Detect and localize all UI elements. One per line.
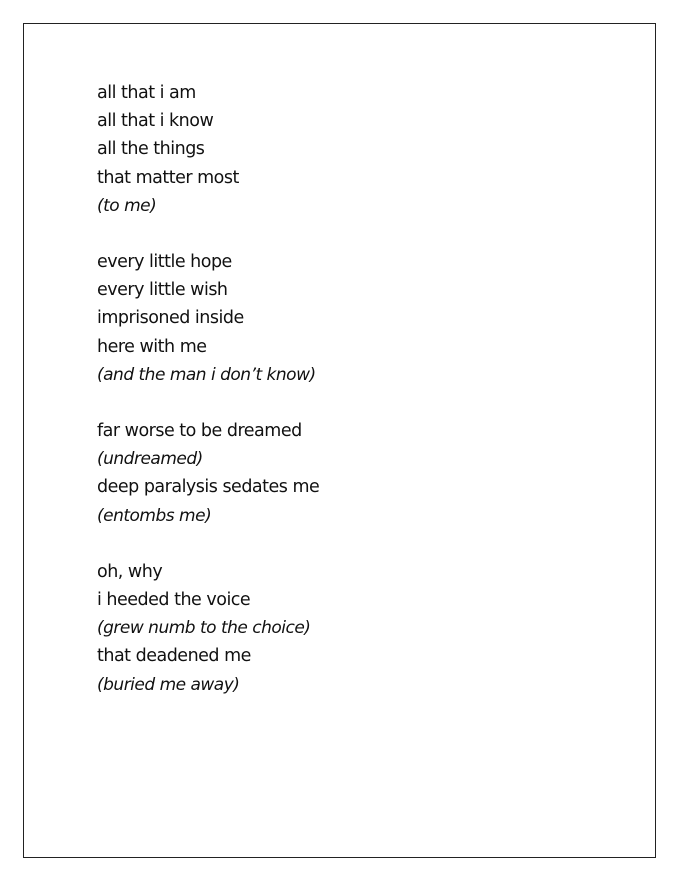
stanza-1	[97, 79, 319, 220]
stanza-3	[97, 417, 319, 530]
poem-line: here with me	[97, 336, 207, 357]
stanza-4	[97, 558, 319, 699]
poem-body	[97, 79, 319, 727]
poem-aside-line: (undreamed)	[97, 449, 203, 470]
poem-line: that matter most	[97, 167, 239, 188]
poem-aside-line: (entombs me)	[97, 505, 212, 526]
stanza-2	[97, 248, 319, 389]
poem-line: i heeded the voice	[97, 590, 251, 611]
poem-line: deep paralysis sedates me	[97, 477, 320, 498]
poem-aside-line: (to me)	[97, 195, 157, 216]
poem-line: far worse to be dreamed	[97, 421, 302, 442]
poem-line: every little wish	[97, 280, 228, 301]
poem-line: that deadened me	[97, 646, 251, 667]
poem-aside-line: (grew numb to the choice)	[97, 618, 311, 639]
document-page	[23, 23, 656, 858]
poem-line: all the things	[97, 139, 205, 160]
poem-line: all that i know	[97, 111, 214, 132]
poem-line: imprisoned inside	[97, 308, 244, 329]
poem-line: oh, why	[97, 561, 163, 582]
poem-aside-line: (and the man i don’t know)	[97, 364, 316, 385]
poem-line: all that i am	[97, 83, 196, 103]
poem-line: every little hope	[97, 252, 232, 273]
poem-aside-line: (buried me away)	[97, 674, 240, 695]
